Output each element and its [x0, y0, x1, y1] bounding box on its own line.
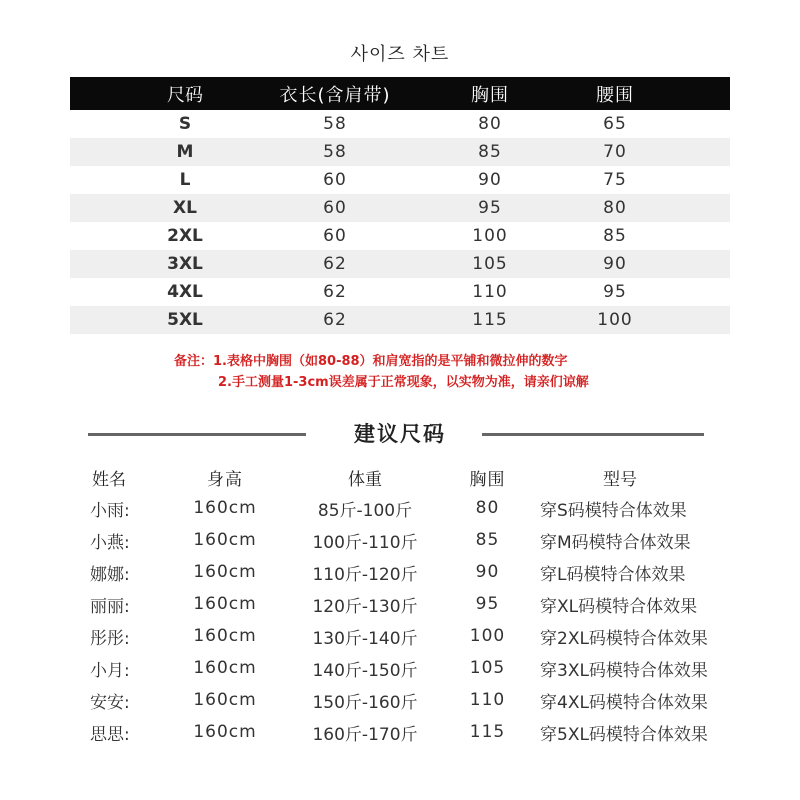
- header-length: 衣长(含肩带): [279, 84, 391, 106]
- header-name: 姓名: [92, 469, 126, 490]
- cell-length: 60: [323, 170, 347, 190]
- cell-name: 丽丽:: [90, 596, 130, 617]
- header-size: 尺码: [167, 84, 203, 106]
- header-bust: 胸围: [471, 84, 509, 106]
- cell-size: 5XL: [167, 310, 203, 330]
- cell-model: 穿S码模特合体效果: [540, 500, 687, 521]
- cell-size: XL: [173, 198, 197, 218]
- table-row: [70, 110, 730, 138]
- recommendation-header: [0, 462, 800, 492]
- cell-length: 62: [323, 310, 347, 330]
- cell-waist: 65: [603, 114, 627, 134]
- cell-size: M: [176, 142, 194, 162]
- cell-bust: 95: [478, 198, 502, 218]
- cell-model: 穿2XL码模特合体效果: [540, 628, 708, 649]
- cell-size: S: [178, 114, 192, 134]
- header-height: 身高: [207, 469, 243, 490]
- cell-chest: 95: [475, 594, 500, 614]
- cell-bust: 90: [478, 170, 502, 190]
- cell-name: 小雨:: [90, 500, 130, 521]
- cell-weight: 85斤-100斤: [317, 500, 413, 521]
- cell-chest: 85: [475, 530, 500, 550]
- table-row: [70, 250, 730, 278]
- cell-height: 160cm: [193, 562, 257, 582]
- cell-waist: 95: [603, 282, 627, 302]
- page-title: 사이즈 차트: [350, 44, 450, 65]
- cell-chest: 80: [475, 498, 500, 518]
- cell-waist: 70: [603, 142, 627, 162]
- table-row: [70, 278, 730, 306]
- cell-bust: 85: [478, 142, 502, 162]
- header-model: 型号: [603, 469, 637, 490]
- cell-size: 2XL: [167, 226, 203, 246]
- cell-weight: 130斤-140斤: [312, 628, 418, 649]
- cell-model: 穿M码模特合体效果: [540, 532, 691, 553]
- cell-bust: 80: [478, 114, 502, 134]
- cell-height: 160cm: [193, 626, 257, 646]
- cell-chest: 115: [469, 722, 506, 742]
- cell-waist: 90: [603, 254, 627, 274]
- cell-bust: 110: [472, 282, 508, 302]
- cell-name: 彤彤:: [90, 628, 130, 649]
- cell-chest: 100: [469, 626, 506, 646]
- cell-waist: 100: [597, 310, 633, 330]
- note-line-1: 备注：1.表格中胸围（如80-88）和肩宽指的是平铺和微拉伸的数字: [174, 354, 568, 369]
- cell-weight: 110斤-120斤: [312, 564, 418, 585]
- table-row: [0, 492, 800, 524]
- cell-height: 160cm: [193, 722, 257, 742]
- table-row: [0, 556, 800, 588]
- divider-right: [482, 433, 704, 436]
- cell-weight: 150斤-160斤: [312, 692, 418, 713]
- cell-size: L: [179, 170, 191, 190]
- cell-waist: 80: [603, 198, 627, 218]
- cell-weight: 100斤-110斤: [312, 532, 418, 553]
- cell-height: 160cm: [193, 530, 257, 550]
- size-chart-header: [70, 77, 730, 110]
- header-waist: 腰围: [596, 84, 634, 106]
- cell-model: 穿L码模特合体效果: [540, 564, 686, 585]
- cell-height: 160cm: [193, 594, 257, 614]
- recommendation-table: [0, 462, 800, 748]
- cell-model: 穿XL码模特合体效果: [540, 596, 698, 617]
- cell-bust: 100: [472, 226, 508, 246]
- cell-length: 62: [323, 282, 347, 302]
- table-row: [0, 684, 800, 716]
- cell-length: 58: [323, 142, 347, 162]
- cell-length: 60: [323, 198, 347, 218]
- cell-name: 思思:: [90, 724, 130, 745]
- cell-length: 58: [323, 114, 347, 134]
- cell-chest: 110: [469, 690, 506, 710]
- table-row: [70, 166, 730, 194]
- cell-weight: 160斤-170斤: [312, 724, 418, 745]
- cell-model: 穿5XL码模特合体效果: [540, 724, 708, 745]
- cell-name: 娜娜:: [90, 564, 130, 585]
- cell-waist: 75: [603, 170, 627, 190]
- cell-name: 安安:: [90, 692, 130, 713]
- size-chart-table: [70, 77, 730, 334]
- cell-length: 60: [323, 226, 347, 246]
- cell-model: 穿4XL码模特合体效果: [540, 692, 708, 713]
- cell-name: 小燕:: [90, 532, 130, 553]
- cell-waist: 85: [603, 226, 627, 246]
- note-line-2: 2.手工测量1-3cm误差属于正常现象，以实物为准，请亲们谅解: [218, 375, 589, 390]
- cell-name: 小月:: [90, 660, 130, 681]
- table-row: [0, 524, 800, 556]
- cell-weight: 120斤-130斤: [312, 596, 418, 617]
- cell-model: 穿3XL码模特合体效果: [540, 660, 708, 681]
- table-row: [0, 652, 800, 684]
- cell-bust: 105: [472, 254, 508, 274]
- header-weight: 体重: [348, 469, 382, 490]
- cell-size: 4XL: [167, 282, 203, 302]
- cell-bust: 115: [472, 310, 508, 330]
- table-row: [0, 588, 800, 620]
- cell-size: 3XL: [167, 254, 203, 274]
- cell-height: 160cm: [193, 690, 257, 710]
- cell-height: 160cm: [193, 498, 257, 518]
- table-row: [70, 306, 730, 334]
- table-row: [0, 620, 800, 652]
- table-row: [70, 222, 730, 250]
- cell-weight: 140斤-150斤: [312, 660, 418, 681]
- table-row: [0, 716, 800, 748]
- cell-chest: 105: [469, 658, 506, 678]
- cell-length: 62: [323, 254, 347, 274]
- table-row: [70, 194, 730, 222]
- cell-height: 160cm: [193, 658, 257, 678]
- header-chest: 胸围: [469, 469, 506, 490]
- cell-chest: 90: [475, 562, 500, 582]
- table-row: [70, 138, 730, 166]
- section-title: 建议尺码: [354, 422, 446, 446]
